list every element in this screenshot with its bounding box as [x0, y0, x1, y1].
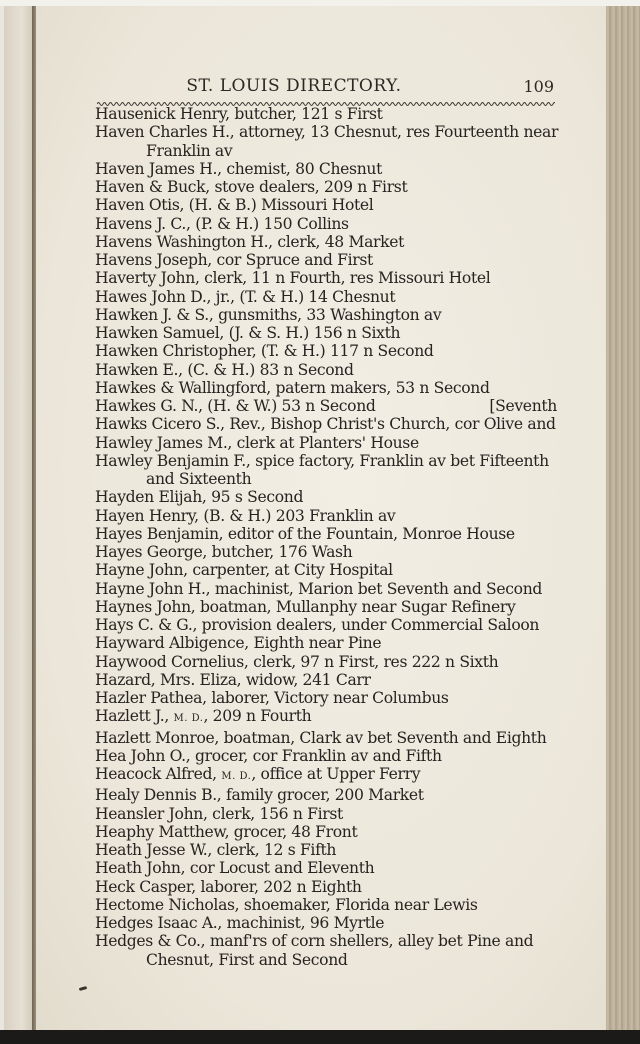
directory-entry [95, 434, 565, 452]
entry-text: Hawken E., (C. & H.) 83 n Second [95, 360, 354, 379]
directory-entry [95, 452, 565, 489]
small-caps-md: M. D. [173, 713, 204, 725]
entry-text: Hawley Benjamin F., spice factory, Franklin av bet Fifteenth [95, 451, 549, 470]
entry-text: Hawken Samuel, (J. & S. H.) 156 n Sixth [95, 324, 401, 342]
entry-text: Haverty John, clerk, 11 n Fourth, res Missouri Hotel [95, 269, 491, 288]
page-stack-edge [606, 6, 640, 1032]
directory-entry [95, 288, 565, 306]
directory-entry [95, 707, 565, 728]
entry-text: Heacock Alfred, M. D., office at Upper Ferry [95, 765, 421, 783]
entry-text: Hawken Christopher, (T. & H.) 117 n Second [95, 342, 434, 361]
directory-entry [95, 823, 565, 841]
entry-text: Heansler John, clerk, 156 n First [95, 804, 343, 823]
directory-entry [95, 896, 565, 914]
entry-continuation: Franklin av [146, 141, 233, 160]
directory-entry [95, 160, 565, 178]
entry-text: Hazlett J., M. D., 209 n Fourth [95, 707, 312, 726]
directory-entry [95, 397, 565, 415]
directory-entry [95, 932, 565, 969]
entry-text: Hayes Benjamin, editor of the Fountain, Monroe House [95, 524, 515, 543]
entry-text: Heath John, cor Locust and Eleventh [95, 859, 375, 878]
directory-entry [95, 251, 565, 269]
directory-entry [95, 616, 565, 634]
page-number: 109 [523, 77, 554, 96]
entry-text: Haven Otis, (H. & B.) Missouri Hotel [95, 196, 374, 215]
directory-entry [95, 215, 565, 233]
directory-entry [95, 306, 565, 324]
entry-text: Heck Casper, laborer, 202 n Eighth [95, 877, 362, 896]
entry-text: Hawes John D., jr., (T. & H.) 14 Chesnut [95, 287, 396, 306]
directory-entry [95, 689, 565, 707]
entry-continuation: and Sixteenth [146, 470, 252, 488]
directory-entry [95, 805, 565, 823]
entry-text: Hayne John H., machinist, Marion bet Seventh and Second [95, 579, 543, 598]
directory-entry [95, 269, 565, 287]
directory-entry [95, 196, 565, 214]
entry-text: Hazlett Monroe, boatman, Clark av bet Seventh and Eighth [95, 728, 547, 747]
entry-text: Hayes George, butcher, 176 Wash [95, 543, 353, 561]
entry-text: Hawks Cicero S., Rev., Bishop Christ's Church, cor Olive and [95, 415, 556, 434]
directory-entry [95, 324, 565, 342]
directory-entry [95, 786, 565, 804]
directory-entry [95, 878, 565, 896]
entry-text: Hectome Nicholas, shoemaker, Florida near Lewis [95, 895, 478, 914]
entry-text: Hays C. & G., provision dealers, under Commercial Saloon [95, 616, 540, 634]
entry-text: Haven James H., chemist, 80 Chesnut [95, 159, 382, 178]
entry-text: Hayden Elijah, 95 s Second [95, 488, 304, 507]
directory-entry [95, 671, 565, 689]
entry-text: Hazler Pathea, laborer, Victory near Columbus [95, 689, 449, 707]
entry-overflow-fragment: [Seventh [489, 397, 557, 415]
facing-page-edge [4, 6, 34, 1032]
directory-entry [95, 729, 565, 747]
directory-entries [95, 105, 565, 969]
directory-entry [95, 105, 565, 123]
directory-entry [95, 507, 565, 525]
directory-entry [95, 859, 565, 877]
running-title: ST. LOUIS DIRECTORY. [186, 76, 402, 96]
entry-text: Havens J. C., (P. & H.) 150 Collins [95, 214, 349, 233]
directory-entry [95, 765, 565, 786]
entry-text: Heath Jesse W., clerk, 12 s Fifth [95, 841, 337, 859]
directory-entry [95, 653, 565, 671]
directory-entry [95, 634, 565, 652]
directory-entry [95, 415, 565, 433]
entry-text: Havens Joseph, cor Spruce and First [95, 251, 373, 269]
entry-text: Hausenick Henry, butcher, 121 s First [95, 105, 383, 123]
directory-entry [95, 361, 565, 379]
directory-entry [95, 178, 565, 196]
entry-text: Hawkes G. N., (H. & W.) 53 n Second [95, 397, 376, 415]
directory-entry [95, 914, 565, 932]
entry-text: Hedges & Co., manf'rs of corn shellers, alley bet Pine and [95, 932, 534, 951]
directory-entry [95, 379, 565, 397]
entry-text: Haywood Cornelius, clerk, 97 n First, res 222 n Sixth [95, 652, 499, 671]
entry-text: Heaphy Matthew, grocer, 48 Front [95, 822, 358, 841]
directory-entry [95, 561, 565, 579]
small-caps-md: M. D. [221, 771, 252, 782]
directory-entry [95, 598, 565, 616]
entry-text: Hea John O., grocer, cor Franklin av and Fifth [95, 746, 442, 765]
entry-text: Hayne John, carpenter, at City Hospital [95, 561, 393, 580]
directory-entry [95, 525, 565, 543]
directory-entry [95, 123, 565, 160]
entry-text: Hawley James M., clerk at Planters' House [95, 433, 419, 452]
entry-text: Hedges Isaac A., machinist, 96 Myrtle [95, 914, 385, 932]
entry-text: Havens Washington H., clerk, 48 Market [95, 232, 405, 251]
entry-text: Hawkes & Wallingford, patern makers, 53 n Second [95, 378, 490, 397]
directory-entry [95, 543, 565, 561]
entry-text: Haven & Buck, stove dealers, 209 n First [95, 178, 408, 196]
entry-text: Hayen Henry, (B. & H.) 203 Franklin av [95, 506, 396, 525]
directory-entry [95, 233, 565, 251]
scan-background-bottom [0, 1030, 640, 1044]
directory-entry [95, 841, 565, 859]
entry-continuation: Chesnut, First and Second [146, 950, 348, 969]
entry-text: Hazard, Mrs. Eliza, widow, 241 Carr [95, 670, 371, 689]
entry-text: Haven Charles H., attorney, 13 Chesnut, res Fourteenth near [95, 123, 559, 142]
directory-entry [95, 488, 565, 506]
entry-text: Hayward Albigence, Eighth near Pine [95, 634, 382, 653]
entry-text: Haynes John, boatman, Mullanphy near Sugar Refinery [95, 597, 516, 616]
entry-text: Healy Dennis B., family grocer, 200 Market [95, 786, 424, 805]
directory-entry [95, 747, 565, 765]
directory-entry [95, 580, 565, 598]
page-header [94, 76, 556, 100]
entry-text: Hawken J. & S., gunsmiths, 33 Washington av [95, 305, 442, 324]
directory-entry [95, 342, 565, 360]
